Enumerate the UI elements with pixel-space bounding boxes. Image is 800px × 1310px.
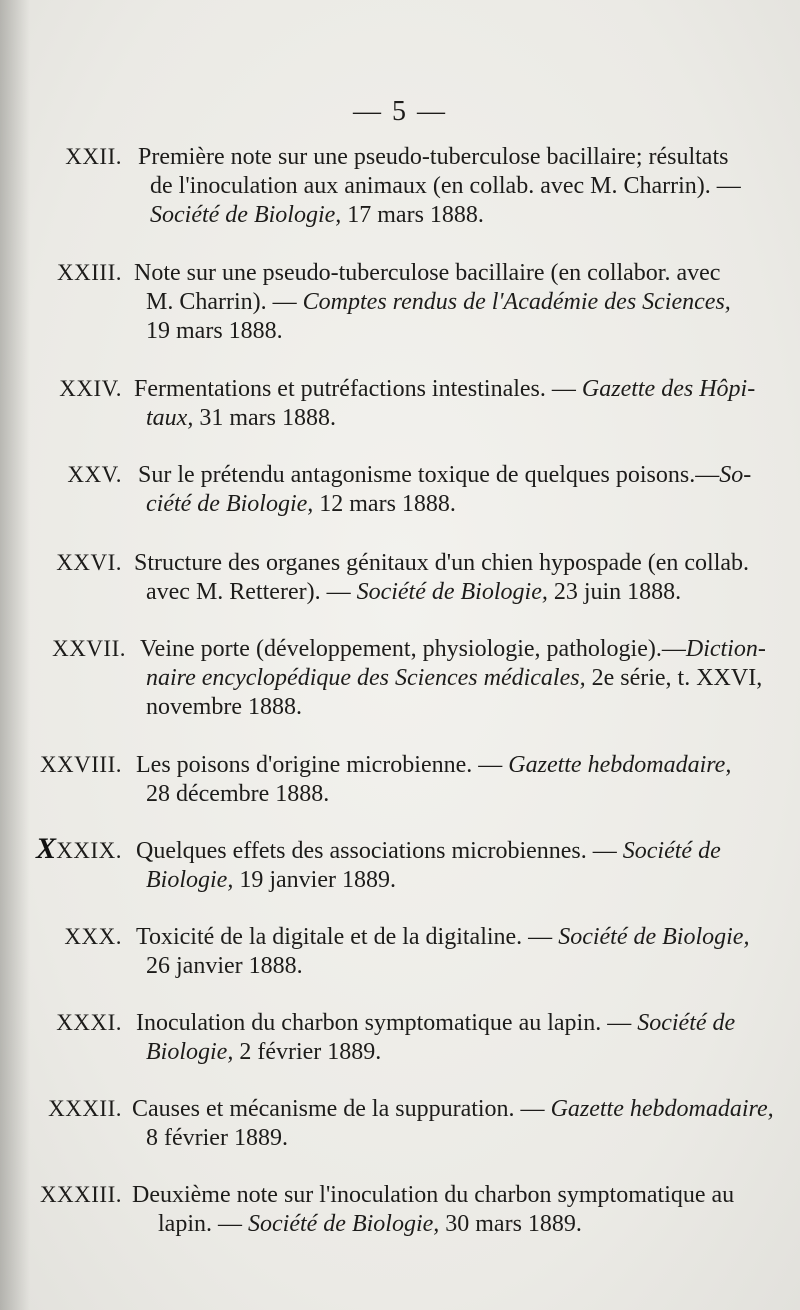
entry-text: Quelques effets des associations microbiennes. —: [136, 838, 623, 864]
entry-text: M. Charrin). —: [146, 289, 303, 315]
entry-text: Deuxième note sur l'inoculation du charbon symptomatique au: [132, 1182, 735, 1208]
entry-line: [146, 1123, 288, 1153]
entry-text: Fermentations et putréfactions intestinales. —: [134, 376, 582, 402]
italic-citation: Diction-: [685, 636, 766, 662]
entry-text: 19 mars 1888.: [146, 318, 283, 344]
entry-text: Note sur une pseudo-tuberculose bacillaire (en collabor. avec: [134, 260, 721, 286]
italic-citation: Société de Biologie,: [248, 1211, 440, 1237]
entry-line: [146, 865, 396, 895]
entry-line: [132, 1094, 774, 1124]
entry-line: [136, 922, 749, 952]
entry-text: novembre 1888.: [146, 694, 302, 720]
entry-line: [136, 836, 721, 866]
entry-text: Toxicité de la digitale et de la digitaline. —: [136, 924, 559, 950]
entry-number: XXIX.: [56, 838, 122, 863]
entry-line: [146, 489, 456, 519]
italic-citation: Gazette hebdomadaire,: [508, 752, 732, 778]
entry-line: [146, 316, 283, 346]
entry-line: [146, 1037, 381, 1067]
entry-number: XXX.: [64, 924, 122, 949]
entry-line: [136, 1008, 735, 1038]
entry-number: XXII.: [65, 144, 122, 169]
entry-line: [146, 287, 731, 317]
entry-line: [146, 577, 681, 607]
entry-line: [138, 460, 751, 490]
entry-line: [150, 171, 741, 201]
entry-text: Structure des organes génitaux d'un chien hypospade (en collab.: [134, 550, 750, 576]
entry-text: 26 janvier 1888.: [146, 953, 303, 979]
entry-number: XXVII.: [52, 636, 126, 661]
italic-citation: Biologie,: [146, 867, 234, 893]
entry-number: XXV.: [67, 462, 122, 487]
entry-text: avec M. Retterer). —: [146, 579, 357, 605]
entry-text: 8 février 1889.: [146, 1125, 288, 1151]
italic-citation: naire encyclopédique des Sciences médicales,: [146, 665, 586, 691]
entry-line: [138, 142, 728, 172]
entry-text: 19 janvier 1889.: [233, 867, 396, 893]
entry-number: XXVI.: [56, 550, 122, 575]
entry-text: 2 février 1889.: [233, 1039, 382, 1065]
italic-citation: Gazette des Hôpi-: [581, 376, 756, 402]
entry-number: XXXIII.: [39, 1182, 122, 1207]
entry-line: [150, 200, 484, 230]
entry-line: [146, 663, 762, 693]
entry-number: XXIV.: [59, 376, 122, 401]
entry-line: [146, 951, 303, 981]
entry-line: [158, 1209, 582, 1239]
entry-text: Les poisons d'origine microbienne. —: [136, 752, 509, 778]
entry-line: [134, 548, 749, 578]
entry-line: [136, 750, 731, 780]
entry-line: [134, 258, 720, 288]
margin-mark: X: [36, 832, 57, 865]
entry-number: XXVIII.: [39, 752, 122, 777]
entry-text: Première note sur une pseudo-tuberculose bacillaire; résultats: [138, 144, 729, 170]
entry-text: lapin. —: [158, 1211, 248, 1237]
entry-number: XXXI.: [56, 1010, 122, 1035]
entry-text: 28 décembre 1888.: [146, 781, 330, 807]
italic-citation: Comptes rendus de l'Académie des Sciences,: [302, 289, 731, 315]
entry-text: 12 mars 1888.: [313, 491, 456, 517]
italic-citation: ciété de Biologie,: [146, 491, 314, 517]
entry-line: [140, 634, 766, 664]
entry-text: Sur le prétendu antagonisme toxique de quelques poisons.—: [138, 462, 720, 488]
entry-text: de l'inoculation aux animaux (en collab. avec M. Charrin). —: [150, 173, 741, 199]
entry-text: 2e série, t. XXVI,: [585, 665, 763, 691]
italic-citation: Société de: [637, 1010, 736, 1036]
entry-text: Inoculation du charbon symptomatique au lapin. —: [136, 1010, 638, 1036]
italic-citation: Société de Biologie,: [558, 924, 750, 950]
page-number: — 5 —: [353, 96, 447, 127]
italic-citation: taux,: [146, 405, 194, 431]
italic-citation: Société de Biologie,: [150, 202, 342, 228]
entry-number: XXXII.: [48, 1096, 122, 1121]
entry-line: [134, 374, 755, 404]
entry-line: [146, 403, 336, 433]
entry-line: [146, 692, 302, 722]
italic-citation: Société de Biologie,: [356, 579, 548, 605]
entry-text: Causes et mécanisme de la suppuration. —: [132, 1096, 551, 1122]
italic-citation: Biologie,: [146, 1039, 234, 1065]
entry-text: Veine porte (développement, physiologie, pathologie).—: [140, 636, 686, 662]
entry-line: [146, 779, 329, 809]
italic-citation: Société de: [622, 838, 721, 864]
italic-citation: Gazette hebdomadaire,: [550, 1096, 774, 1122]
italic-citation: So-: [719, 462, 752, 488]
entry-text: 23 juin 1888.: [547, 579, 682, 605]
entry-text: 30 mars 1889.: [439, 1211, 582, 1237]
entry-line: [132, 1180, 734, 1210]
entry-number: XXIII.: [57, 260, 122, 285]
entry-text: 17 mars 1888.: [341, 202, 484, 228]
entry-text: 31 mars 1888.: [193, 405, 336, 431]
